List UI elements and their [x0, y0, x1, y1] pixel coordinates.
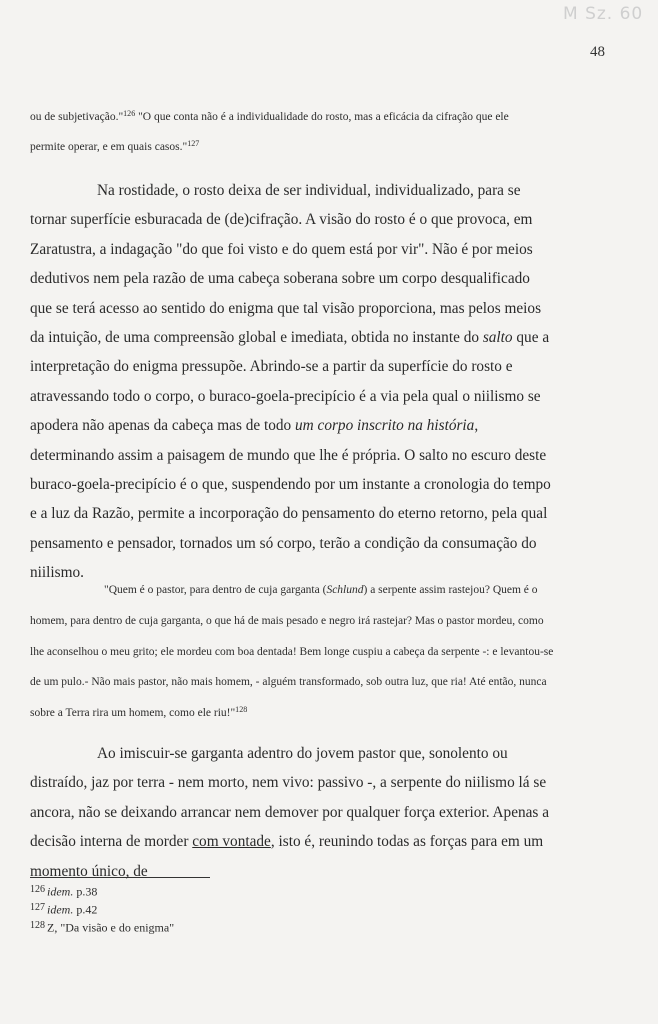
page-number: 48 — [590, 44, 605, 60]
footnote-128: $^{128}$ Z, "Da visão e do enigma" — [30, 920, 175, 935]
archive-pencil-mark: M Sz. 60 — [563, 4, 644, 24]
footnote-ref-126[interactable]: 126 — [123, 108, 136, 118]
footnote-ref-128[interactable]: 128 — [235, 705, 248, 715]
footnote-126: $^{126}$ idem. p.38 — [30, 884, 98, 899]
footnote-ref-127[interactable]: 127 — [187, 138, 200, 148]
block-quote: "Quem é o pastor, para dentro de cuja garganta (Schlund) a serpente assim rastejou? Quem é o homem, para dentro de cuja garganta, o que há de mais pesado e negro irá rastejar? Mas o pastor mordeu, como lhe aconselhou o meu grito; ele mordeu com boa dentada! Bem longe cuspiu a cabeça da serpente -: e levantou-se de um pulo.- Não mais pastor, não mais homem, - alguém transformado, sob outra luz, que ria! Até então, nunca sobre a Terra rira um homem, como ele riu!"$^{128}$ — [30, 584, 554, 720]
continued-quote-line-1: ou de subjetivação."$^{126}$ "O que conta não é a individualidade do rosto, mas a eficácia da cifração que ele — [30, 108, 509, 123]
footnote-separator — [30, 877, 210, 878]
footnotes-list — [30, 882, 174, 936]
footnote-127: $^{127}$ idem. p.42 — [30, 902, 98, 917]
continued-quote-line-2: permite operar, e em quais casos."$^{127}$ — [30, 138, 200, 153]
body-paragraph-2: Ao imiscuir-se garganta adentro do jovem pastor que, sonolento ou distraído, jaz por terra - nem morto, nem vivo: passivo -, a serpente do niilismo lá se ancora, não se deixando arrancar nem demover por qualquer força exterior. Apenas a decisão interna de morder com vontade, isto é, reunindo todas as forças para em um momento único, de — [30, 745, 550, 880]
body-paragraph-1: Na rostidade, o rosto deixa de ser individual, individualizado, para se tornar superfície esburacada de (de)cifração. A visão do rosto é o que provoca, em Zaratustra, a indagação "do que foi visto e do quem está por vir". Não é por meios dedutivos nem pela razão de uma cabeça soberana sobre um corpo desqualificado que se terá acesso ao sentido do enigma que tal visão proporciona, mas pelos meios da intuição, de uma compreensão global e imediata, obtida no instante do salto que a interpretação do enigma pressupõe. Abrindo-se a partir da superfície do rosto e atravessando todo o corpo, o buraco-goela-precipício é a via pela qual o niilismo se apodera não apenas da cabeça mas de todo um corpo inscrito na história, determinando assim a paisagem de mundo que lhe é própria. O salto no escuro deste buraco-goela-precipício é o que, suspendendo por um instante a cronologia do tempo e a luz da Razão, permite a incorporação do pensamento do eterno retorno, pela qual pensamento e pensador, tornados um só corpo, terão a condição da consumação do niilismo. — [30, 182, 551, 582]
